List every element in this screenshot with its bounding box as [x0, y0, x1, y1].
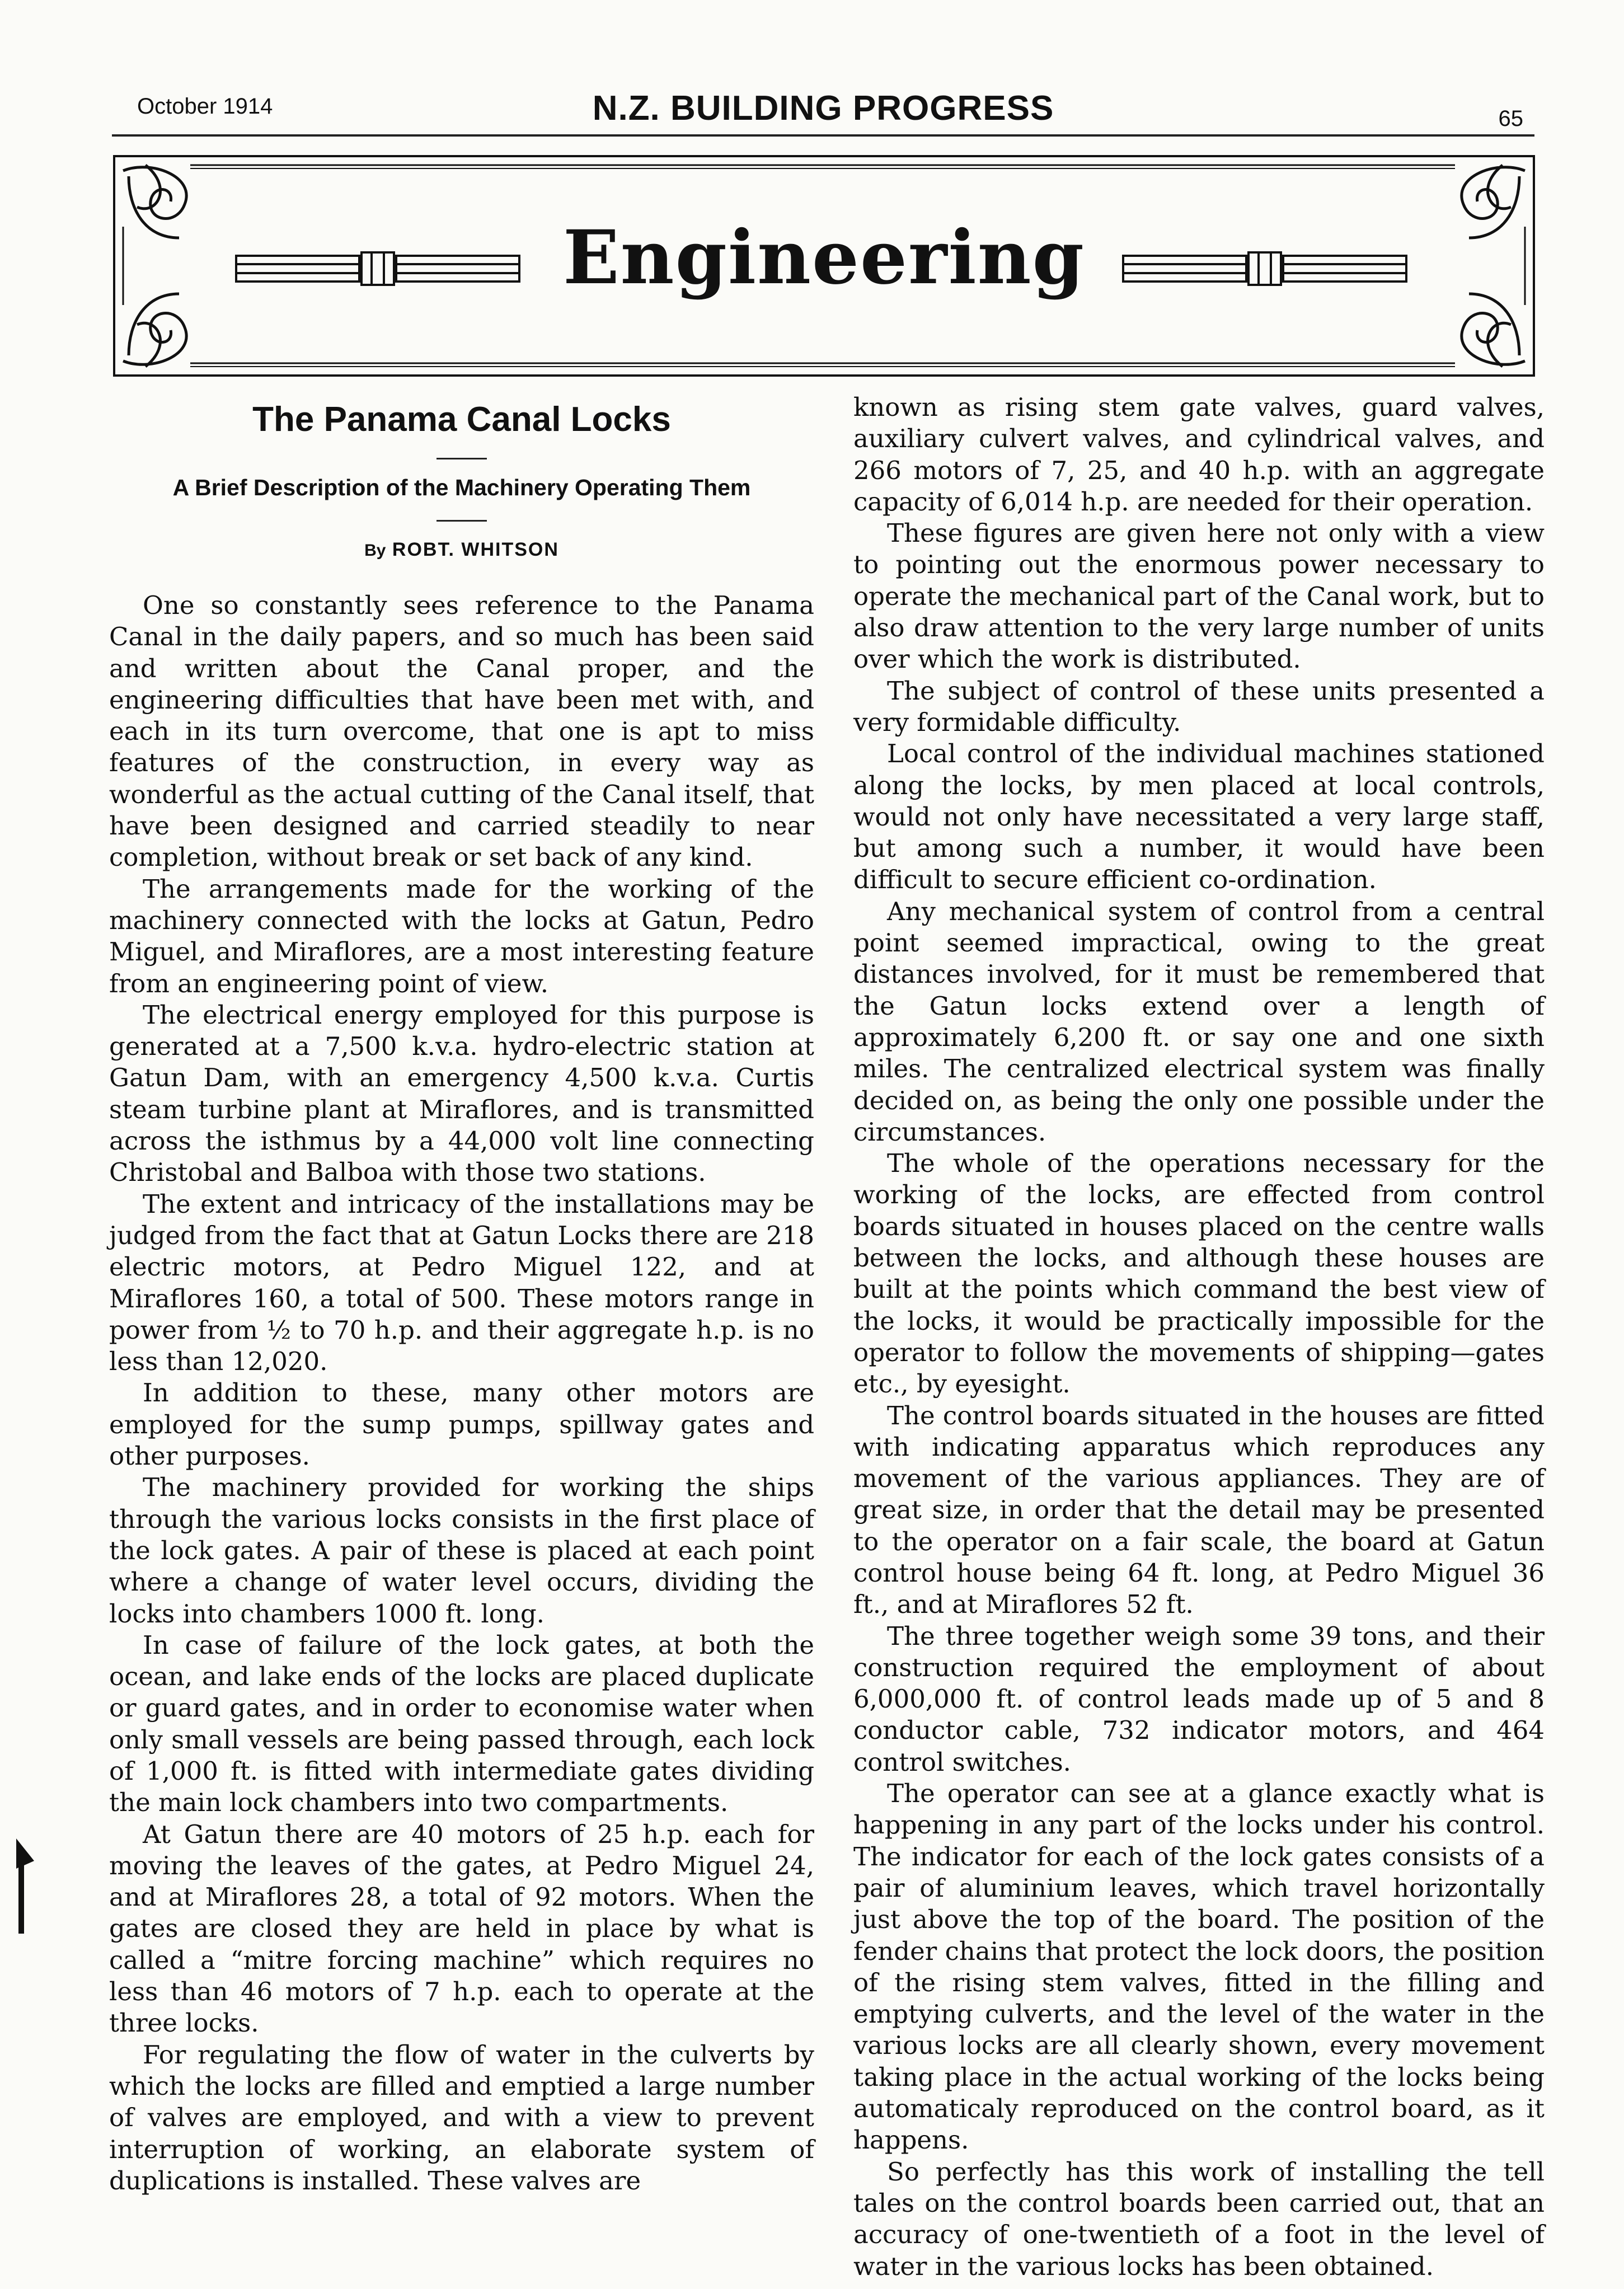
- author-name: ROBT. WHITSON: [392, 539, 559, 560]
- paragraph: The electrical energy employed for this purpose is generated at a 7,500 k.v.a. hydro-electric station at Gatun Dam, with an emergency 4,500 k.v.a. Curtis steam turbine plant at Miraflores, and is transmitted across the isthmus by a 44,000 volt line connecting Christobal and Balboa with those two stations.: [109, 1000, 814, 1188]
- paragraph: The three together weigh some 39 tons, and their construction required the employment of about 6,000,000 ft. of control leads made up of 5 and 8 conductor cable, 732 indicator motors, and 464 control switches.: [853, 1621, 1545, 1777]
- paragraph: Any mechanical system of control from a central point seemed impractical, owing to the great distances involved, for it must be remembered that the Gatun locks extend over a length of approximately 6,200 ft. or say one and one sixth miles. The centralized electrical system was finally decided on, as being the only one possible under the circumstances.: [853, 896, 1545, 1147]
- paragraph: The whole of the operations necessary for the working of the locks, are effected from control boards situated in houses placed on the centre walls between the locks, and although these houses are built at the points which command the best view of the locks, it would be practically impossible for the operator to follow the movements of shipping—gates etc., by eyesight.: [853, 1148, 1545, 1399]
- paragraph: The operator can see at a glance exactly what is happening in any part of the locks under his control. The indicator for each of the lock gates consists of a pair of aluminium leaves, which travel horizontally just above the top of the board. The position of the fender chains that protect the lock doors, the position of the rising stem valves, fitted in the filling and emptying culverts, and the level of the water in the various locks are all clearly shown, every movement taking place in the actual working of the locks being automaticaly reproduced on the control board, as it happens.: [853, 1779, 1545, 2155]
- title-rule: [436, 458, 487, 459]
- paragraph: So perfectly has this work of installing the tell tales on the control boards been carried out, that an accuracy of one-twentieth of a foot in the level of water in the various locks has been obtained.: [853, 2156, 1545, 2281]
- corner-ornament-bottom-left: [123, 294, 186, 367]
- page-number: 65: [1498, 106, 1523, 131]
- article-title: The Panama Canal Locks: [252, 400, 671, 439]
- bar-ornament-right: [1122, 249, 1407, 288]
- byline-prefix: By: [364, 541, 386, 560]
- left-column-text: [109, 590, 814, 2197]
- article-subtitle: A Brief Description of the Machinery Operating Them: [172, 475, 751, 500]
- section-banner: [112, 154, 1536, 378]
- paragraph: The subject of control of these units presented a very formidable difficulty.: [853, 676, 1545, 737]
- paragraph: The control boards situated in the houses are fitted with indicating apparatus which reproduces any movement of the various appliances. They are of great size, in order that the detail may be presented to the operator on a fair scale, the board at Gatun control house being 64 ft. long, at Pedro Miguel 36 ft., and at Miraflores 52 ft.: [853, 1400, 1545, 1620]
- byline: [109, 533, 814, 567]
- paragraph: At Gatun there are 40 motors of 25 h.p. each for moving the leaves of the gates, at Pedro Miguel 24, and at Miraflores 28, a total of 92 motors. When the gates are closed they are held in place by what is called a “mitre forcing machine” which requires no less than 46 motors of 7 h.p. each to operate at the three locks.: [109, 1819, 814, 2038]
- running-head: [112, 84, 1534, 137]
- paragraph: The machinery provided for working the ships through the various locks consists in the first place of the lock gates. A pair of these is placed at each point where a change of water level occurs, dividing the locks into chambers 1000 ft. long.: [109, 1472, 814, 1629]
- binding-mark-icon: [14, 1838, 36, 1934]
- paragraph: These figures are given here not only with a view to pointing out the enormous power necessary to operate the mechanical part of the Canal work, but to also draw attention to the very large number of units over which the work is distributed.: [853, 518, 1545, 674]
- corner-ornament-bottom-right: [1462, 294, 1525, 367]
- paragraph: One so constantly sees reference to the Panama Canal in the daily papers, and so much has been said and written about the Canal proper, and the engineering difficulties that have been met with, and each in its turn overcome, that one is apt to miss features of the construction, in every way as wonderful as the actual cutting of the Canal itself, that have been designed and carried steadily to near completion, without break or set back of any kind.: [109, 590, 814, 873]
- paragraph: In addition to these, many other motors are employed for the sump pumps, spillway gates and other purposes.: [109, 1378, 814, 1471]
- right-column: [853, 392, 1545, 2282]
- paragraph: The arrangements made for the working of the machinery connected with the locks at Gatun, Pedro Miguel, and Miraflores, are a most interesting feature from an engineering point of view.: [109, 874, 814, 998]
- paragraph: In case of failure of the lock gates, at both the ocean, and lake ends of the locks are placed duplicate or guard gates, and in order to economise water when only small vessels are being passed through, each lock of 1,000 ft. is fitted with intermediate gates dividing the main lock chambers into two compartments.: [109, 1630, 814, 1818]
- paragraph: The extent and intricacy of the installations may be judged from the fact that at Gatun Locks there are 218 electric motors, at Pedro Miguel 122, and at Miraflores 160, a total of 500. These motors range in power from ½ to 70 h.p. and their aggregate h.p. is no less than 12,020.: [109, 1189, 814, 1377]
- subtitle-rule: [436, 520, 487, 522]
- paragraph: Local control of the individual machines stationed along the locks, by men placed at local controls, would not only have necessitated a very large staff, but among such a number, it would have been difficult to secure efficient co-ordination.: [853, 739, 1545, 895]
- paragraph: known as rising stem gate valves, guard valves, auxiliary culvert valves, and cylindrical valves, and 266 motors of 7, 25, and 40 h.p. with an aggregate capacity of 6,014 h.p. are needed for their operation.: [853, 392, 1545, 517]
- paragraph: For regulating the flow of water in the culverts by which the locks are filled and emptied a large number of valves are employed, and with a view to prevent interruption of working, an elaborate system of duplications is installed. These valves are: [109, 2039, 814, 2196]
- publication-title: N.Z. BUILDING PROGRESS: [592, 89, 1054, 128]
- left-column: [109, 397, 814, 2197]
- issue-date: October 1914: [137, 94, 273, 119]
- section-title: Engineering: [563, 214, 1085, 301]
